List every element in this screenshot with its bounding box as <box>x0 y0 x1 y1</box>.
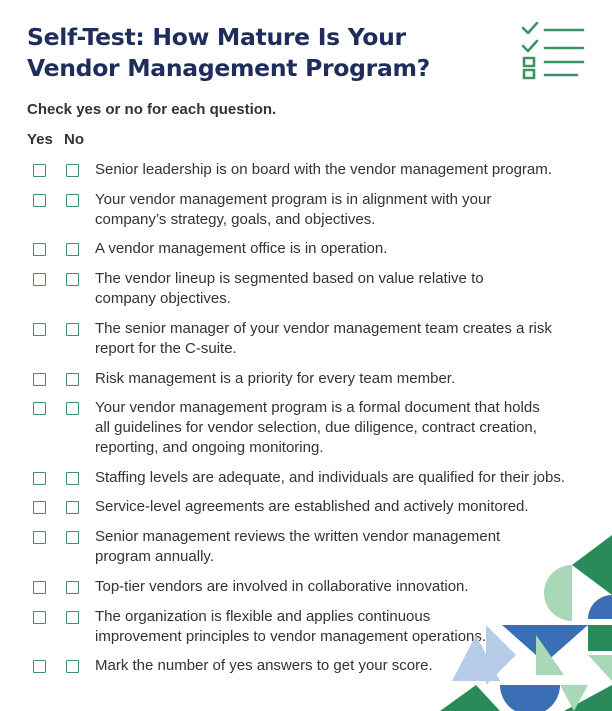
no-checkbox[interactable] <box>66 373 79 386</box>
yes-checkbox[interactable] <box>33 273 46 286</box>
yes-checkbox[interactable] <box>33 611 46 624</box>
yes-checkbox[interactable] <box>33 243 46 256</box>
no-checkbox[interactable] <box>66 273 79 286</box>
question-text-line: Service-level agreements are established and actively monitored. <box>95 498 529 515</box>
question-text <box>95 269 590 309</box>
question-text-line: Staffing levels are adequate, and individuals are qualified for their jobs. <box>95 469 566 486</box>
no-column-header: No <box>64 131 84 148</box>
question-text-line: A vendor management office is in operation. <box>95 240 388 257</box>
question-text-line: Mark the number of yes answers to get your score. <box>95 657 433 674</box>
question-text-line: Your vendor management program is a formal document that holds <box>95 399 540 416</box>
no-checkbox[interactable] <box>66 531 79 544</box>
question-text-line: Top-tier vendors are involved in collaborative innovation. <box>95 578 469 595</box>
no-checkbox[interactable] <box>66 323 79 336</box>
question-text-line: The organization is flexible and applies continuous <box>95 608 431 625</box>
instructions: Check yes or no for each question. <box>27 101 277 118</box>
no-checkbox[interactable] <box>66 501 79 514</box>
title-line-1: Self-Test: How Mature Is Your <box>27 23 406 51</box>
yes-column-header: Yes <box>27 131 53 148</box>
no-checkbox[interactable] <box>66 472 79 485</box>
question-text <box>95 369 590 389</box>
question-text <box>95 160 590 180</box>
question-text <box>95 319 590 359</box>
no-checkbox[interactable] <box>66 164 79 177</box>
question-text-line: report for the C-suite. <box>95 340 237 357</box>
yes-checkbox[interactable] <box>33 472 46 485</box>
question-text-line: Senior management reviews the written vendor management <box>95 528 501 545</box>
question-text <box>95 398 590 458</box>
question-text-line: reporting, and ongoing monitoring. <box>95 439 324 456</box>
no-checkbox[interactable] <box>66 660 79 673</box>
yes-checkbox[interactable] <box>33 164 46 177</box>
question-text-line: all guidelines for vendor selection, due diligence, contract creation, <box>95 419 537 436</box>
question-text-line: company objectives. <box>95 290 231 307</box>
question-text-line: Risk management is a priority for every team member. <box>95 370 456 387</box>
no-checkbox[interactable] <box>66 581 79 594</box>
title-line-2: Vendor Management Program? <box>27 54 431 82</box>
question-text <box>95 239 590 259</box>
no-checkbox[interactable] <box>66 402 79 415</box>
yes-checkbox[interactable] <box>33 402 46 415</box>
yes-checkbox[interactable] <box>33 323 46 336</box>
question-text-line: improvement principles to vendor management operations. <box>95 628 487 645</box>
no-checkbox[interactable] <box>66 243 79 256</box>
no-checkbox[interactable] <box>66 194 79 207</box>
question-text-line: The senior manager of your vendor management team creates a risk <box>95 320 552 337</box>
question-text-line: Your vendor management program is in alignment with your <box>95 191 492 208</box>
question-text <box>95 190 590 230</box>
question-text-line: company’s strategy, goals, and objectives. <box>95 211 376 228</box>
question-text-line: The vendor lineup is segmented based on value relative to <box>95 270 484 287</box>
question-text-line: program annually. <box>95 548 214 565</box>
geometric-pattern <box>440 535 612 711</box>
yes-checkbox[interactable] <box>33 373 46 386</box>
no-checkbox[interactable] <box>66 611 79 624</box>
question-text-line: Senior leadership is on board with the vendor management program. <box>95 161 552 178</box>
question-text <box>95 497 590 517</box>
yes-checkbox[interactable] <box>33 581 46 594</box>
yes-checkbox[interactable] <box>33 194 46 207</box>
yes-checkbox[interactable] <box>33 531 46 544</box>
question-text <box>95 468 590 488</box>
yes-checkbox[interactable] <box>33 501 46 514</box>
yes-checkbox[interactable] <box>33 660 46 673</box>
